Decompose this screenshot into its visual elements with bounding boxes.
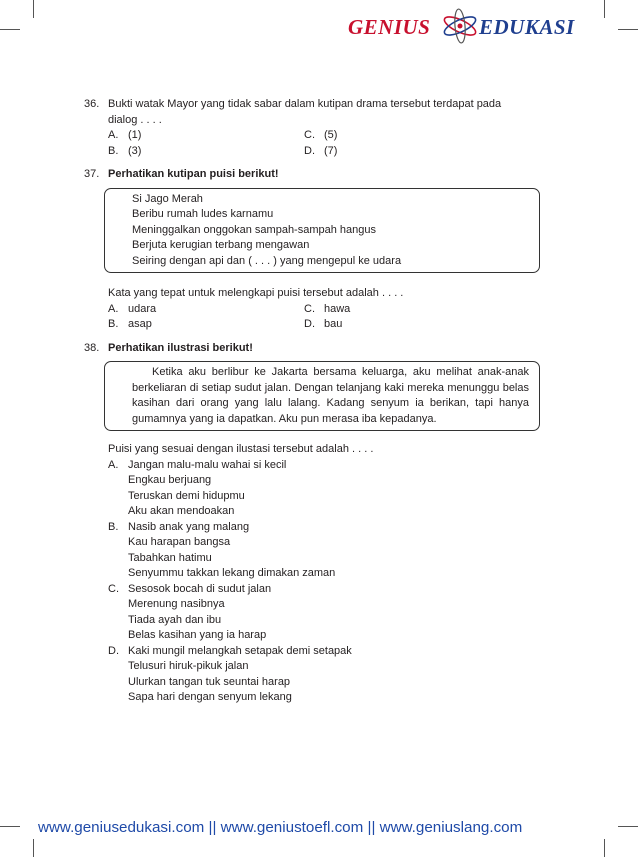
poem-line: Nasib anak yang malang (128, 520, 250, 533)
poem-line: Ulurkan tangan tuk seuntai harap (128, 675, 291, 688)
option-text: hawa (324, 302, 351, 315)
option-a[interactable] (108, 458, 544, 520)
question-instruction: Perhatikan kutipan puisi berikut! (108, 168, 279, 180)
poem-line: Tabahkan hatimu (128, 551, 212, 564)
poem-line: Sesosok bocah di sudut jalan (128, 582, 272, 595)
question-instruction: Perhatikan ilustrasi berikut! (108, 341, 253, 354)
crop-mark (618, 29, 638, 30)
option-text: (3) (128, 144, 142, 157)
option-c[interactable] (304, 302, 544, 318)
option-b[interactable] (108, 317, 304, 333)
option-letter: A. (108, 129, 119, 141)
crop-mark (0, 29, 20, 30)
poem-line: Jangan malu-malu wahai si kecil (128, 458, 287, 471)
question-37 (84, 167, 544, 333)
option-letter: C. (304, 302, 315, 315)
option-letter: A. (108, 302, 119, 315)
option-d[interactable] (304, 317, 544, 333)
poem-line: Si Jago Merah (132, 192, 203, 205)
option-b[interactable] (108, 520, 544, 582)
poem-line: Engkau berjuang (128, 474, 212, 486)
option-c[interactable] (304, 128, 544, 144)
option-letter: C. (304, 129, 315, 141)
poem-line: Meninggalkan onggokan sampah-sampah hangus (132, 223, 377, 236)
option-poem (128, 582, 271, 644)
question-number: 38. (84, 341, 100, 354)
crop-mark (33, 839, 34, 857)
poem-line: Sapa hari dengan senyum lekang (128, 691, 292, 703)
option-text: bau (324, 318, 343, 330)
poem-line: Tiada ayah dan ibu (128, 613, 222, 626)
question-content (84, 97, 544, 706)
option-poem (128, 520, 335, 582)
question-number: 36. (84, 98, 100, 110)
question-stem: Puisi yang sesuai dengan ilustasi tersebut adalah . . . . (108, 443, 374, 455)
option-d[interactable] (108, 644, 544, 706)
poem-line: Merenung nasibnya (128, 598, 225, 610)
poem-line: Berjuta kerugian terbang mengawan (132, 239, 310, 251)
option-letter: D. (108, 644, 119, 657)
option-letter: C. (108, 582, 119, 595)
option-a[interactable] (108, 128, 304, 144)
poem-line: Senyummu takkan lekang dimakan zaman (128, 567, 336, 579)
poem-line: Telusuri hiruk-pikuk jalan (128, 660, 249, 672)
poem-box (104, 188, 540, 274)
poem-line: Beribu rumah ludes karnamu (132, 208, 274, 220)
question-38 (84, 341, 544, 706)
option-text: asap (128, 318, 152, 330)
brand-logo (340, 8, 610, 44)
option-text: (1) (128, 129, 142, 141)
poem-line: Aku akan mendoakan (128, 505, 235, 517)
option-letter: B. (108, 144, 119, 157)
poem-line: Kaki mungil melangkah setapak demi setapak (128, 644, 352, 657)
option-poem (128, 458, 286, 520)
option-letter: D. (304, 318, 315, 330)
crop-mark (33, 0, 34, 18)
option-poem (128, 644, 352, 706)
option-c[interactable] (108, 582, 544, 644)
option-text: udara (128, 302, 157, 315)
option-d[interactable] (304, 144, 544, 160)
crop-mark (604, 839, 605, 857)
question-36 (84, 97, 544, 159)
poem-line: Teruskan demi hidupmu (128, 489, 245, 502)
crop-mark (618, 826, 638, 827)
question-number: 37. (84, 168, 100, 180)
option-a[interactable] (108, 302, 304, 318)
option-letter: B. (108, 520, 119, 533)
illustration-text: Ketika aku berlibur ke Jakarta bersama keluarga, aku melihat anak-anak berkeliaran di setiap sudut jalan. Dengan telanjang kaki mereka menunggu belas kasihan dari orang yang lalu lalang. Kadang senyum ia berikan, tapi hanya gumamnya yang ia dapatkan. Aku pun merasa iba kepadanya. (132, 366, 529, 425)
poem-line: Seiring dengan api dan ( . . . ) yang mengepul ke udara (132, 254, 402, 267)
option-text: (5) (324, 129, 338, 141)
question-stem: Bukti watak Mayor yang tidak sabar dalam kutipan drama tersebut terdapat pada dialog . . . . (108, 98, 502, 126)
option-letter: D. (304, 144, 315, 157)
option-text: (7) (324, 144, 338, 157)
option-letter: B. (108, 318, 119, 330)
poem-line: Kau harapan bangsa (128, 536, 231, 548)
option-grid (108, 128, 544, 159)
atom-icon (440, 8, 480, 44)
question-stem: Kata yang tepat untuk melengkapi puisi tersebut adalah . . . . (108, 287, 404, 299)
option-grid (108, 302, 544, 333)
poem-line: Belas kasihan yang ia harap (128, 629, 267, 641)
illustration-box (104, 361, 540, 431)
crop-mark (0, 826, 20, 827)
brand-text-edukasi: EDUKASI (479, 15, 575, 39)
footer-websites: www.geniusedukasi.com || www.geniustoefl.com || www.geniuslang.com (38, 819, 523, 836)
option-b[interactable] (108, 144, 304, 160)
option-letter: A. (108, 458, 119, 471)
brand-text-genius: GENIUS (348, 15, 431, 39)
